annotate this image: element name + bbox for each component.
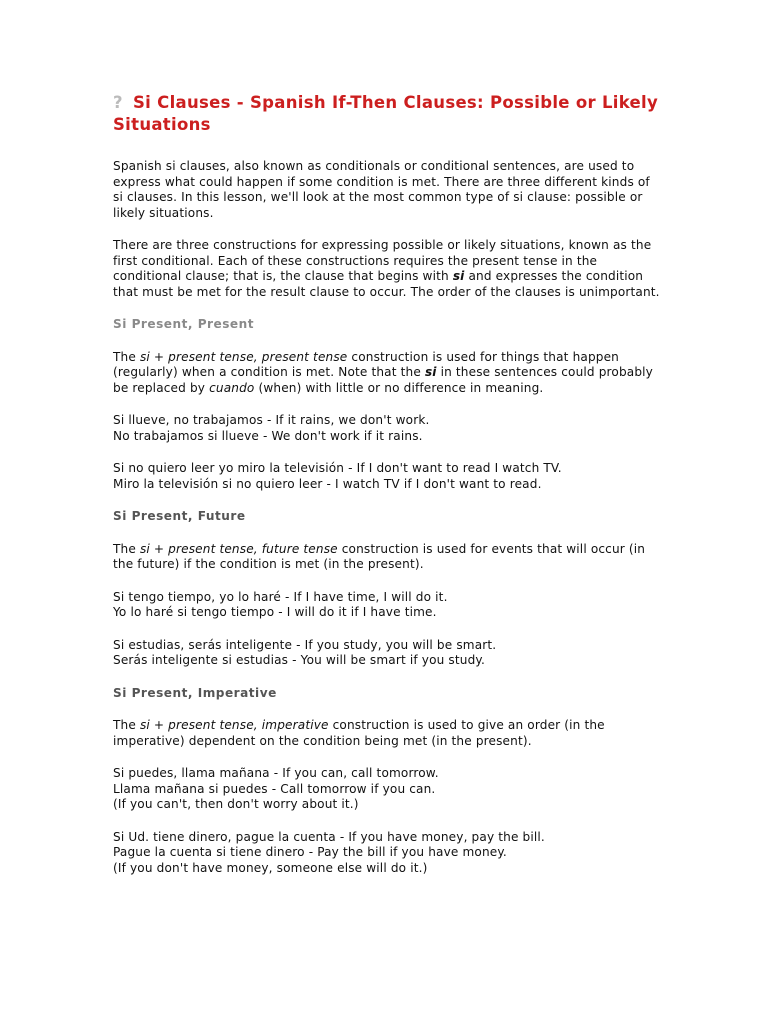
example-line: Llama mañana si puedes - Call tomorrow if you can. — [113, 781, 436, 796]
desc-text: The — [113, 718, 140, 732]
intro-text-before: There are three constructions for expressing possible or likely situations, known as the first conditional. Each of these constructions requires the present tense in the conditional clause; that is, the clause that begins with — [113, 238, 652, 283]
desc-text: construction is used to give an order (in the imperative) dependent on the condition being met (in the present). — [113, 718, 605, 748]
example-line: (If you can't, then don't worry about it.) — [113, 797, 359, 811]
desc-text: in these sentences could probably be replaced by — [113, 365, 653, 395]
example-line: Si tengo tiempo, yo lo haré - If I have time, I will do it. — [113, 589, 448, 604]
example-line: Pague la cuenta si tiene dinero - Pay the bill if you have money. — [113, 845, 507, 859]
desc-text: The — [113, 349, 140, 364]
example-line: No trabajamos si llueve - We don't work if it rains. — [113, 428, 423, 443]
title-text: Si Clauses - Spanish If-Then Clauses: Possible or Likely Situations — [113, 93, 659, 134]
construction-term: si + present tense, present tense — [139, 349, 348, 364]
section-description — [113, 718, 661, 749]
example-line: Serás inteligente si estudias - You will be smart if you study. — [113, 653, 485, 667]
desc-text: The — [113, 541, 140, 556]
si-keyword: si — [452, 269, 465, 283]
desc-text: construction is used for things that happen (regularly) when a condition is met. Note that the — [113, 349, 619, 379]
example-line: Si Ud. tiene dinero, pague la cuenta - If you have money, pay the bill. — [113, 829, 545, 844]
construction-term: si + present tense, imperative — [139, 718, 329, 732]
section-heading-present-imperative: Si Present, Imperative — [113, 685, 277, 700]
example-block — [113, 830, 661, 877]
example-line: (If you don't have money, someone else will do it.) — [113, 860, 428, 875]
page-title — [113, 92, 661, 136]
example-block — [113, 413, 661, 444]
section-description — [113, 542, 661, 573]
example-line: Si no quiero leer yo miro la televisión - If I don't want to read I watch TV. — [113, 461, 562, 475]
document-page — [113, 92, 661, 893]
example-line: Yo lo haré si tengo tiempo - I will do it if I have time. — [113, 605, 437, 619]
section-heading-present-future: Si Present, Future — [113, 509, 246, 523]
question-icon: ? — [113, 93, 123, 112]
example-line: Miro la televisión si no quiero leer - I watch TV if I don't want to read. — [113, 476, 542, 491]
example-line: Si puedes, llama mañana - If you can, call tomorrow. — [113, 766, 439, 780]
example-block — [113, 766, 661, 813]
cuando-term: cuando — [209, 380, 255, 395]
example-block — [113, 590, 661, 621]
si-keyword: si — [424, 365, 437, 379]
construction-term: si + present tense, future tense — [139, 541, 338, 556]
example-line: Si llueve, no trabajamos - If it rains, we don't work. — [113, 413, 430, 427]
section-heading-present-present: Si Present, Present — [113, 317, 255, 331]
intro-paragraph-1: Spanish si clauses, also known as conditionals or conditional sentences, are used to express what could happen if some condition is met. There are three different kinds of si clauses. In this lesson, we'll look at the most common type of si clause: possible or likely situations. — [113, 159, 650, 220]
desc-text: construction is used for events that will occur (in the future) if the condition is met (in the present). — [113, 541, 646, 571]
section-description — [113, 350, 661, 397]
example-block — [113, 461, 661, 492]
intro-paragraph-2 — [113, 238, 661, 300]
example-line: Si estudias, serás inteligente - If you study, you will be smart. — [113, 637, 497, 652]
intro-text-after: and expresses the condition that must be met for the result clause to occur. The order of the clauses is unimportant. — [113, 269, 660, 299]
desc-text: (when) with little or no difference in meaning. — [254, 380, 544, 395]
example-block — [113, 638, 661, 669]
